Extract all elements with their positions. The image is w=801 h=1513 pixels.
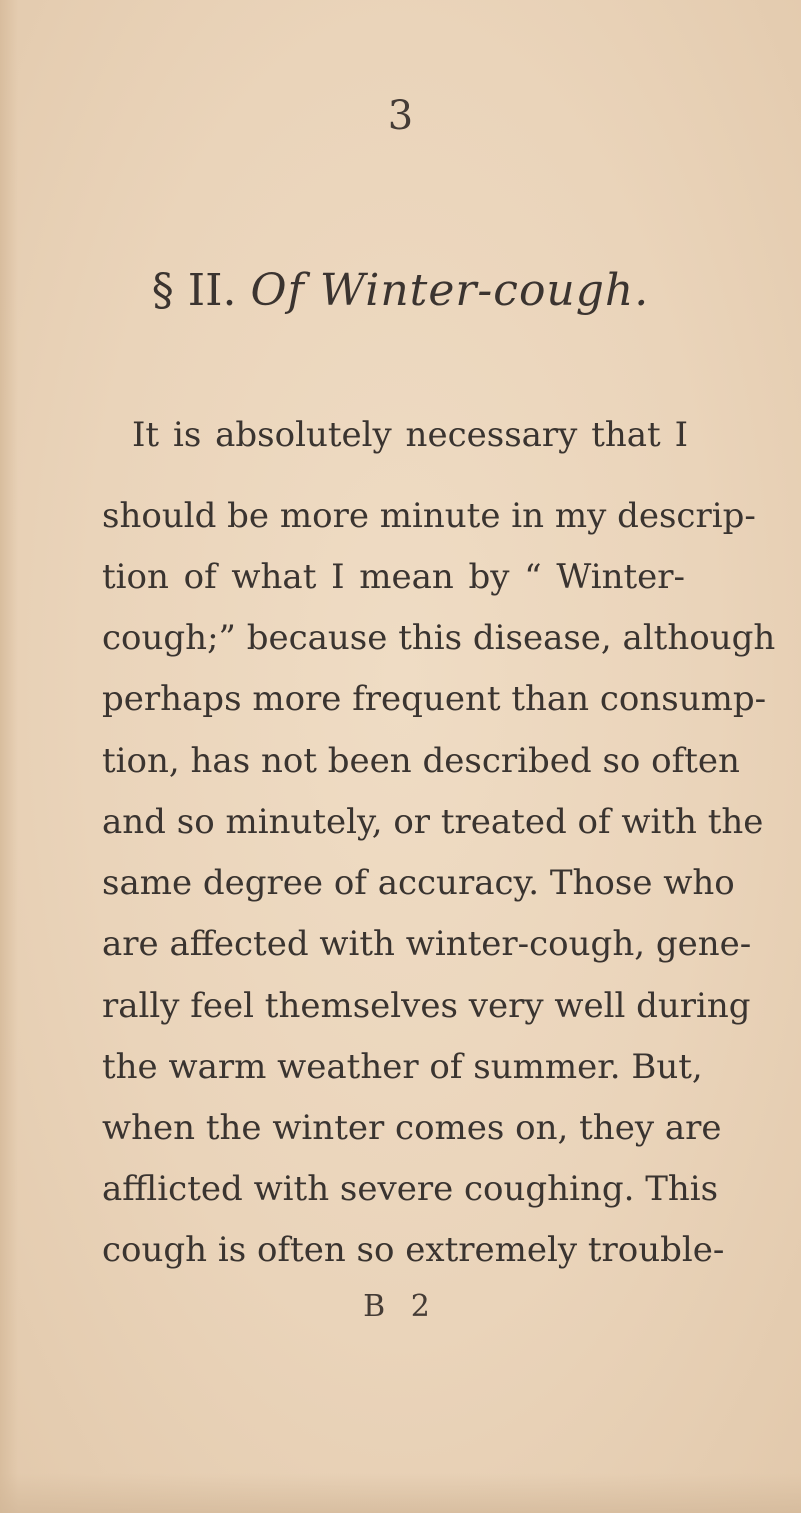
body-line: cough is often so extremely trouble- xyxy=(102,1230,725,1270)
section-number: II. xyxy=(187,265,237,316)
body-line: same degree of accuracy. Those who xyxy=(102,863,735,903)
section-heading xyxy=(0,264,801,318)
body-line: should be more minute in my descrip- xyxy=(102,496,756,536)
section-mark: § xyxy=(151,265,174,316)
body-line: and so minutely, or treated of with the xyxy=(102,802,764,842)
page-bottom-shadow xyxy=(0,1473,801,1513)
body-line: perhaps more frequent than consump- xyxy=(102,679,767,719)
body-line: the warm weather of summer. But, xyxy=(102,1047,703,1087)
body-line: tion, has not been described so often xyxy=(102,741,740,781)
signature-mark: B 2 xyxy=(363,1289,438,1324)
body-line: rally feel themselves very well during xyxy=(102,986,751,1026)
body-line: when the winter comes on, they are xyxy=(102,1108,722,1148)
page-number: 3 xyxy=(387,93,414,139)
body-line: afflicted with severe coughing. This xyxy=(102,1169,719,1209)
body-line: It is absolutely necessary that I xyxy=(132,415,688,455)
body-line: tion of what I mean by “ Winter- xyxy=(102,557,685,597)
body-line: cough;” because this disease, although xyxy=(102,618,776,658)
section-title: Of Winter-cough. xyxy=(250,265,650,316)
body-line: are affected with winter-cough, gene- xyxy=(102,924,752,964)
